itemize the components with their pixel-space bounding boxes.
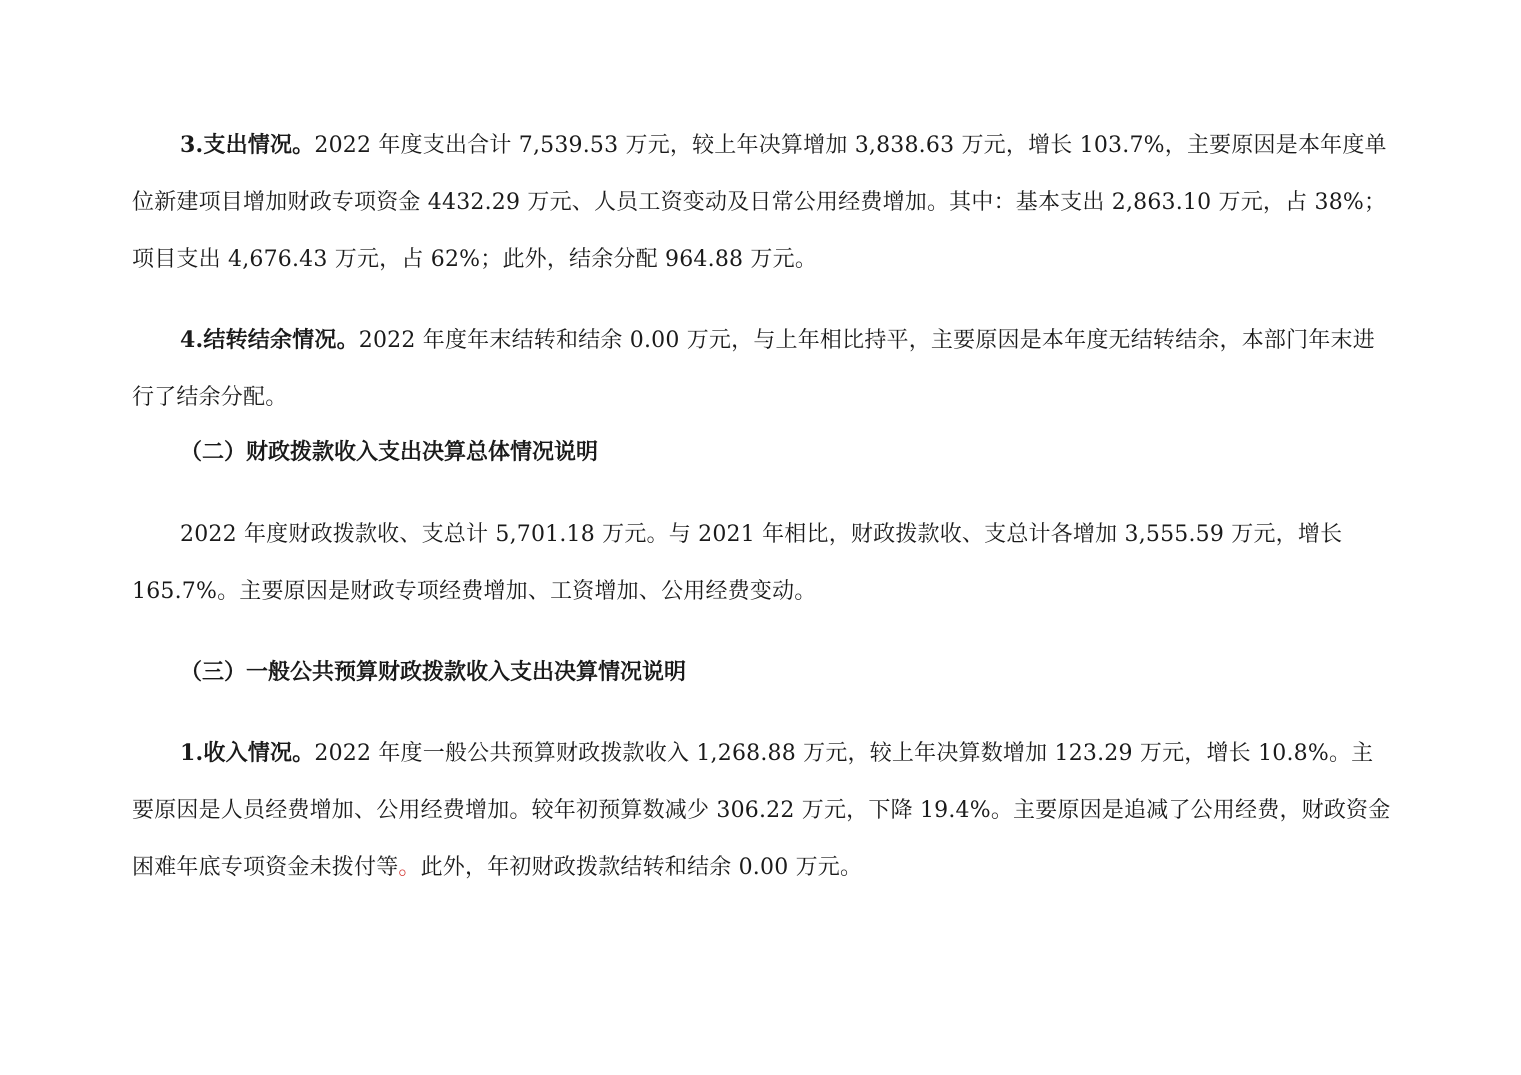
general-budget-heading: （三）一般公共预算财政拨款收入支出决算情况说明 <box>180 659 687 685</box>
fiscal-overview-text: 2022 年度财政拨款收、支总计 5,701.18 万元。与 2021 年相比，财政拨款收、支总计各增加 3,555.59 万元，增长 165.7%。主要原因是财政专项经费增加、工资增加、公用经费变动。 <box>132 522 1343 604</box>
carryover-lead: 4.结转结余情况。 <box>180 327 359 353</box>
highlight-mark: 。 <box>398 855 421 880</box>
expenditure-paragraph <box>132 117 1394 288</box>
carryover-paragraph <box>132 312 1394 426</box>
expenditure-text: 2022 年度支出合计 7,539.53 万元，较上年决算增加 3,838.63 万元，增长 103.7%，主要原因是本年度单位新建项目增加财政专项资金 4432.29 万元、人员工资变动及日常公用经费增加。其中：基本支出 2,863.10 万元，占 38%；项目支出 4,676.43 万元，占 62%；此外，结余分配 964.88 万元。 <box>132 133 1387 272</box>
general-budget-text-b: 此外，年初财政拨款结转和结余 0.00 万元。 <box>420 855 863 880</box>
fiscal-overview-heading: （二）财政拨款收入支出决算总体情况说明 <box>180 439 599 465</box>
expenditure-lead: 3.支出情况。 <box>180 132 315 158</box>
carryover-text: 2022 年度年末结转和结余 0.00 万元，与上年相比持平，主要原因是本年度无结转结余，本部门年末进行了结余分配。 <box>132 328 1375 410</box>
general-budget-lead: 1.收入情况。 <box>180 740 315 766</box>
general-budget-paragraph <box>132 725 1394 896</box>
fiscal-overview-paragraph <box>132 506 1394 620</box>
general-budget-text-a: 2022 年度一般公共预算财政拨款收入 1,268.88 万元，较上年决算数增加 123.29 万元，增长 10.8%。主要原因是人员经费增加、公用经费增加。较年初预算数减少 306.22 万元，下降 19.4%。主要原因是追减了公用经费，财政资金困难年底专项资金未拨付等 <box>132 741 1391 880</box>
